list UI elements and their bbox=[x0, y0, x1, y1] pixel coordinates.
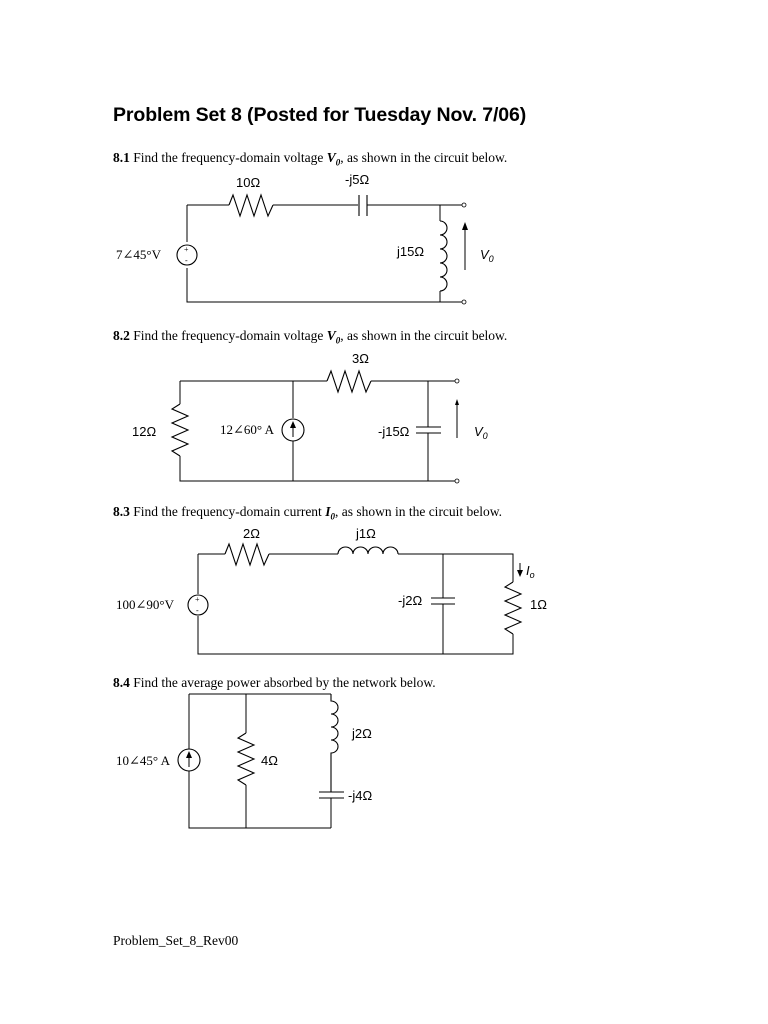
label-source: 10∠45° A bbox=[116, 753, 171, 768]
circuit-8-1 bbox=[0, 165, 768, 315]
problem-text: Find the frequency-domain voltage bbox=[133, 150, 327, 165]
variable: V bbox=[326, 150, 336, 165]
svg-text:-: - bbox=[196, 606, 199, 615]
label-r-right: 1Ω bbox=[530, 597, 547, 612]
resistor-3-ohm bbox=[327, 371, 371, 392]
resistor-2-ohm bbox=[225, 544, 269, 565]
problem-number: 8.2 bbox=[113, 328, 130, 343]
arrow-up-icon bbox=[462, 222, 468, 230]
problem-8-4-statement bbox=[113, 675, 436, 691]
label-r1: 10Ω bbox=[236, 175, 261, 190]
problem-8-2-statement bbox=[113, 328, 507, 346]
circuit-8-2 bbox=[0, 345, 768, 490]
problem-text-end: , as shown in the circuit below. bbox=[340, 328, 508, 343]
problem-text-end: , as shown in the circuit below. bbox=[334, 504, 503, 519]
svg-text:+: + bbox=[184, 245, 189, 254]
label-output: $V_0$ bbox=[480, 247, 494, 264]
terminal bbox=[455, 379, 459, 383]
resistor-10-ohm bbox=[229, 195, 273, 216]
inductor-j2 bbox=[331, 694, 338, 792]
terminal bbox=[455, 479, 459, 483]
problem-text: Find the frequency-domain current bbox=[133, 504, 326, 519]
label-r1: 4Ω bbox=[261, 753, 278, 768]
label-output: $V_0$ bbox=[474, 424, 488, 441]
label-cap: -j15Ω bbox=[378, 424, 410, 439]
page-title: Problem Set 8 (Posted for Tuesday Nov. 7/06) bbox=[113, 104, 527, 126]
inductor-j15 bbox=[440, 221, 447, 291]
label-output: $I_o$ bbox=[526, 563, 535, 580]
label-source: 12∠60° A bbox=[220, 422, 275, 437]
variable: I bbox=[325, 504, 331, 519]
problem-number: 8.4 bbox=[113, 675, 130, 690]
svg-text:-: - bbox=[185, 256, 188, 265]
circuit-8-4 bbox=[0, 690, 768, 840]
variable-subscript: 0 bbox=[330, 511, 335, 522]
resistor-12-ohm bbox=[172, 404, 188, 456]
variable-subscript: 0 bbox=[335, 157, 341, 168]
resistor-1-ohm bbox=[505, 582, 521, 634]
footer-filename: Problem_Set_8_Rev00 bbox=[113, 933, 239, 948]
problem-text: Find the frequency-domain voltage bbox=[133, 328, 327, 343]
label-source: 100∠90°V bbox=[116, 597, 174, 612]
label-r-left: 12Ω bbox=[132, 424, 157, 439]
arrow-up-icon bbox=[455, 399, 459, 405]
label-c1: -j4Ω bbox=[348, 788, 373, 803]
label-l-top: j1Ω bbox=[356, 526, 376, 541]
terminal bbox=[462, 300, 466, 304]
label-l1: j2Ω bbox=[352, 726, 372, 741]
circuit-8-3 bbox=[0, 520, 768, 665]
problem-text: Find the average power absorbed by the network below. bbox=[133, 675, 436, 690]
arrow-down-icon bbox=[517, 570, 523, 577]
variable-subscript: 0 bbox=[335, 335, 341, 346]
variable: V bbox=[326, 328, 336, 343]
label-r-top: 2Ω bbox=[243, 526, 260, 541]
resistor-4-ohm bbox=[238, 733, 254, 785]
label-cap: -j2Ω bbox=[398, 593, 423, 608]
label-source: 7∠45°V bbox=[116, 247, 161, 262]
problem-number: 8.3 bbox=[113, 504, 130, 519]
problem-text-end: , as shown in the circuit below. bbox=[340, 150, 508, 165]
terminal bbox=[462, 203, 466, 207]
label-c1: -j5Ω bbox=[345, 172, 370, 187]
label-r-top: 3Ω bbox=[352, 351, 369, 366]
inductor-j1 bbox=[338, 547, 398, 554]
label-l1: j15Ω bbox=[397, 244, 425, 259]
problem-number: 8.1 bbox=[113, 150, 130, 165]
svg-text:+: + bbox=[195, 595, 200, 604]
